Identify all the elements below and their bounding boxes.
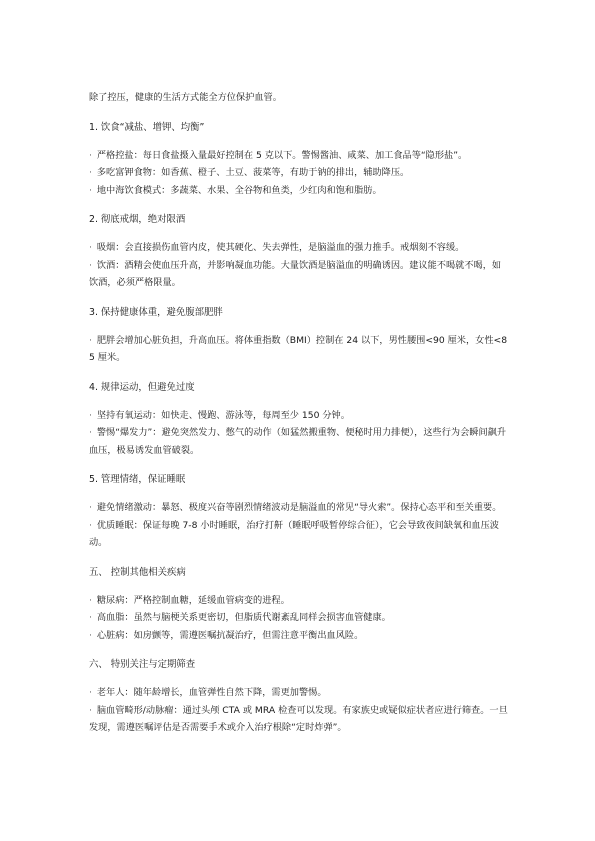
section-heading: 1. 饮食“减盐、增钾、均衡” bbox=[89, 121, 205, 133]
bullet-text: 优质睡眠：保证每晚 7-8 小时睡眠，治疗打鼾（睡眠呼吸暂停综合征），它会导致夜间缺氧和血压波动。 bbox=[89, 519, 499, 548]
bullet-text: 吸烟：会直接损伤血管内皮，使其硬化、失去弹性，是脑溢血的强力推手。戒烟刻不容缓。 bbox=[96, 242, 465, 253]
section-4 bbox=[89, 379, 509, 460]
bullet-text: 避免情绪激动：暴怒、极度兴奋等剧烈情绪波动是脑溢血的常见“导火索”。保持心态平和至关重要。 bbox=[96, 502, 502, 513]
bullet-text: 坚持有氧运动：如快走、慢跑、游泳等，每周至少 150 分钟。 bbox=[96, 409, 350, 421]
bullet-text: 肥胖会增加心脏负担，升高血压。将体重指数（BMI）控制在 24 以下，男性腰围<90 厘米，女性<85 厘米。 bbox=[89, 334, 508, 363]
section-heading: 2. 彻底戒烟，绝对限酒 bbox=[89, 214, 186, 225]
section-7 bbox=[89, 656, 509, 737]
bullet-item bbox=[89, 182, 509, 200]
bullet-item bbox=[89, 424, 509, 459]
bullet-text: 饮酒：酒精会使血压升高，并影响凝血功能。大量饮酒是脑溢血的明确诱因。建议能不喝就不喝，如饮酒，必须严格限量。 bbox=[89, 259, 502, 288]
section-heading: 5. 管理情绪，保证睡眠 bbox=[89, 474, 186, 485]
bullet-text: 地中海饮食模式：多蔬菜、水果、全谷物和鱼类，少红肉和饱和脂肪。 bbox=[96, 184, 382, 196]
section-heading: 五、 控制其他相关疾病 bbox=[89, 566, 186, 578]
bullet-item bbox=[89, 239, 509, 257]
bullet-dot-icon: · bbox=[89, 149, 92, 161]
intro-paragraph: 除了控压，健康的生活方式能全方位保护血管。 bbox=[89, 92, 282, 103]
bullet-item bbox=[89, 627, 509, 645]
section-6 bbox=[89, 564, 509, 645]
section-heading: 六、 特别关注与定期筛查 bbox=[89, 659, 196, 670]
section-heading: 4. 规律运动，但避免过度 bbox=[89, 381, 195, 393]
bullet-dot-icon: · bbox=[89, 409, 92, 421]
bullet-dot-icon: · bbox=[89, 334, 92, 346]
sections-container bbox=[89, 119, 509, 737]
section-3 bbox=[89, 304, 509, 367]
bullet-item bbox=[89, 702, 509, 737]
bullet-item bbox=[89, 517, 509, 552]
bullet-text: 严格控盐：每日食盐摄入量最好控制在 5 克以下。警惕酱油、咸菜、加工食品等“隐形盐”。 bbox=[96, 149, 468, 161]
bullet-item bbox=[89, 609, 509, 627]
bullet-text: 警惕“爆发力”：避免突然发力、憋气的动作（如猛然搬重物、便秘时用力排便），这些行为会瞬间飙升血压，极易诱发血管破裂。 bbox=[89, 427, 507, 456]
bullet-dot-icon: · bbox=[89, 629, 92, 641]
bullet-item bbox=[89, 257, 509, 292]
bullet-dot-icon: · bbox=[89, 612, 92, 623]
bullet-item bbox=[89, 164, 509, 182]
bullet-dot-icon: · bbox=[89, 502, 92, 513]
bullet-item bbox=[89, 332, 509, 367]
bullet-text: 脑血管畸形/动脉瘤：通过头颅 CTA 或 MRA 检查可以发现。有家族史或疑似症状者应进行筛查。一旦发现，需遵医嘱评估是否需要手术或介入治疗根除“定时炸弹”。 bbox=[89, 704, 508, 733]
bullet-dot-icon: · bbox=[89, 704, 92, 716]
bullet-text: 心脏病：如房颤等，需遵医嘱抗凝治疗，但需注意平衡出血风险。 bbox=[96, 629, 364, 641]
bullet-dot-icon: · bbox=[89, 687, 92, 698]
bullet-dot-icon: · bbox=[89, 242, 92, 253]
bullet-dot-icon: · bbox=[89, 594, 92, 606]
bullet-text: 多吃富钾食物：如香蕉、橙子、土豆、菠菜等，有助于钠的排出，辅助降压。 bbox=[96, 167, 410, 178]
bullet-text: 糖尿病：严格控制血糖，延缓血管病变的进程。 bbox=[96, 594, 290, 606]
bullet-item bbox=[89, 499, 509, 517]
bullet-item bbox=[89, 147, 509, 165]
bullet-item bbox=[89, 684, 509, 702]
bullet-item bbox=[89, 407, 509, 425]
bullet-text: 高血脂：虽然与脑梗关系更密切，但脂质代谢紊乱同样会损害血管健康。 bbox=[96, 612, 391, 623]
bullet-dot-icon: · bbox=[89, 427, 92, 438]
section-1 bbox=[89, 119, 509, 200]
bullet-item bbox=[89, 592, 509, 610]
section-2 bbox=[89, 211, 509, 292]
bullet-dot-icon: · bbox=[89, 184, 92, 196]
section-heading: 3. 保持健康体重，避免腹部肥胖 bbox=[89, 306, 223, 318]
section-5 bbox=[89, 471, 509, 552]
bullet-dot-icon: · bbox=[89, 259, 92, 271]
bullet-dot-icon: · bbox=[89, 167, 92, 178]
bullet-text: 老年人：随年龄增长，血管弹性自然下降，需更加警惕。 bbox=[96, 687, 327, 698]
bullet-dot-icon: · bbox=[89, 519, 92, 531]
